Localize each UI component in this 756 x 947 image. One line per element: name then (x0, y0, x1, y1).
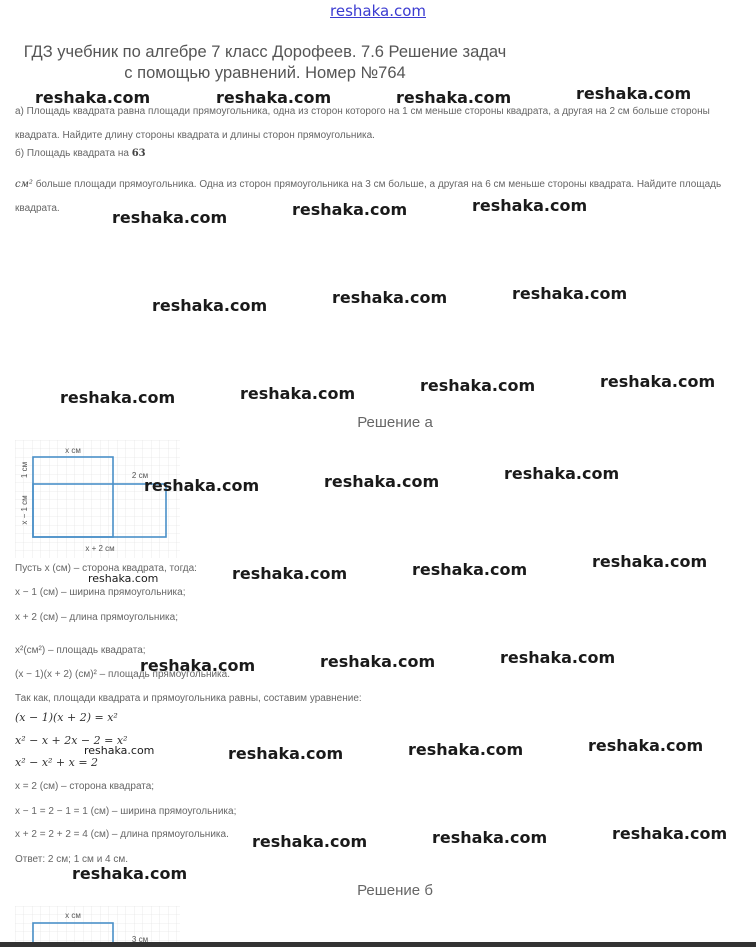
watermark: reshaka.com (432, 828, 548, 847)
solution-equation-2: x² − x + 2x − 2 = x² (15, 734, 128, 747)
watermark: reshaka.com (144, 476, 260, 495)
watermark: reshaka.com (240, 384, 356, 403)
figure-b (15, 906, 180, 942)
label-x-minus-1: x − 1 см (20, 495, 29, 525)
problem-b-part1: б) Площадь квадрата на (15, 148, 129, 159)
label-2-cm: 2 см (131, 471, 149, 480)
solution-line-11: x − 1 = 2 − 1 = 1 (см) – ширина прямоугольника; (15, 806, 237, 817)
watermark: reshaka.com (612, 824, 728, 843)
answer-line: Ответ: 2 см; 1 см и 4 см. (15, 854, 129, 865)
solution-line-4: x²(см²) – площадь квадрата; (15, 645, 146, 656)
watermark: reshaka.com (35, 88, 151, 107)
page-title (10, 42, 520, 84)
solution-equation-3: x² − x² + x = 2 (15, 756, 99, 769)
watermark: reshaka.com (140, 656, 256, 675)
watermark: reshaka.com (600, 372, 716, 391)
watermark: reshaka.com (324, 472, 440, 491)
figure-a (15, 440, 180, 558)
watermark: reshaka.com (232, 564, 348, 583)
watermark: reshaka.com (420, 376, 536, 395)
watermark: reshaka.com (292, 200, 408, 219)
label-x-cm: x см (65, 446, 81, 455)
watermark: reshaka.com (152, 296, 268, 315)
solution-line-5: (x − 1)(x + 2) (см)² – площадь прямоугольника. (15, 669, 230, 680)
solution-line-10: x = 2 (см) – сторона квадрата; (15, 781, 155, 792)
watermark: reshaka.com (112, 208, 228, 227)
watermark: reshaka.com (320, 652, 436, 671)
solution-line-12: x + 2 = 2 + 2 = 4 (см) – длина прямоугольника. (15, 829, 229, 840)
watermark: reshaka.com (412, 560, 528, 579)
watermark: reshaka.com (88, 572, 159, 585)
page-title-line-2: с помощью уравнений. Номер №764 (124, 64, 406, 82)
problem-b-part2: больше площади прямоугольника. Одна из сторон прямоугольника на 3 см больше, а другая на 6 см меньше стороны квадрата. Найдите площадь квадрата. (15, 179, 722, 214)
solution-equation-1: (x − 1)(x + 2) = x² (15, 711, 118, 724)
watermark: reshaka.com (332, 288, 448, 307)
watermark: reshaka.com (576, 84, 692, 103)
watermark: reshaka.com (84, 744, 155, 757)
watermark: reshaka.com (512, 284, 628, 303)
watermark: reshaka.com (592, 552, 708, 571)
watermark: reshaka.com (500, 648, 616, 667)
heading-solution-a: Решение а (357, 414, 433, 431)
watermark: reshaka.com (252, 832, 368, 851)
watermark: reshaka.com (504, 464, 620, 483)
label-1-cm: 1 см (20, 461, 29, 479)
problem-b-unit: см² (15, 179, 33, 190)
page-title-line-1: ГДЗ учебник по алгебре 7 класс Дорофеев. 7.6 Решение задач (23, 43, 507, 61)
watermark: reshaka.com (472, 196, 588, 215)
watermark: reshaka.com (408, 740, 524, 759)
watermark: reshaka.com (72, 864, 188, 883)
watermark: reshaka.com (216, 88, 332, 107)
solution-line-3: x + 2 (см) – длина прямоугольника; (15, 612, 178, 623)
solution-line-2: x − 1 (см) – ширина прямоугольника; (15, 587, 186, 598)
label-3-cm: 3 см (131, 935, 149, 942)
problem-b-intro (15, 142, 743, 166)
solution-line-6: Так как, площади квадрата и прямоугольника равны, составим уравнение: (15, 693, 362, 704)
problem-b-number: 63 (131, 148, 146, 159)
watermark: reshaka.com (60, 388, 176, 407)
bottom-bar (0, 942, 756, 947)
site-link[interactable]: reshaka.com (330, 2, 426, 20)
label-x-cm: x см (65, 911, 81, 920)
grid-background (15, 906, 180, 942)
watermark: reshaka.com (228, 744, 344, 763)
label-x-plus-2: x + 2 см (85, 544, 115, 553)
watermark: reshaka.com (396, 88, 512, 107)
solution-line-1: Пусть x (см) – сторона квадрата, тогда: (15, 563, 197, 574)
heading-solution-b: Решение б (357, 882, 433, 899)
watermark: reshaka.com (588, 736, 704, 755)
problem-a-text: а) Площадь квадрата равна площади прямоугольника, одна из сторон которого на 1 см меньше стороны квадрата, а другая на 2 см больше стороны квадрата. Найдите длину стороны квадрата и длины сторон прямоугольника. (15, 106, 710, 141)
